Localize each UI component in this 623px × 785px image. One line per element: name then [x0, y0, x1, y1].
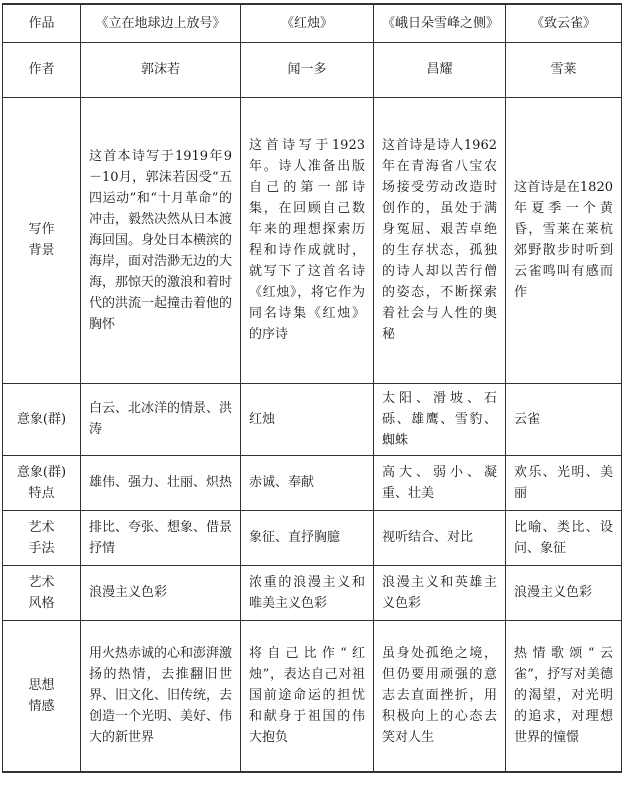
cell-poem-3: 这首诗是诗人1962年在青海省八宝农场接受劳动改造时创作的，虽处于满身冤屈、艰苦卓绝的生存状态，孤独的诗人却以苦行僧的姿态，不断探索着社会与人性的奥秘 [374, 97, 506, 383]
cell-poem-4: 雪莱 [506, 42, 622, 97]
cell-poem-1: 郭沫若 [81, 42, 241, 97]
cell-poem-3: 《峨日朵雪峰之侧》 [374, 4, 506, 42]
cell-poem-4: 云雀 [506, 383, 622, 455]
cell-poem-3: 视听结合、对比 [374, 510, 506, 565]
row-style [3, 565, 622, 620]
cell-poem-1: 用火热赤诚的心和澎湃激扬的热情，去推翻旧世界、旧文化、旧传统，去创造一个光明、美好、伟大的新世界 [81, 620, 241, 772]
cell-poem-1: 排比、夸张、想象、借景抒情 [81, 510, 241, 565]
row-label: 作者 [3, 42, 81, 97]
cell-poem-2: 《红烛》 [241, 4, 374, 42]
cell-poem-1: 浪漫主义色彩 [81, 565, 241, 620]
cell-poem-3: 浪漫主义和英雄主义色彩 [374, 565, 506, 620]
cell-poem-1: 雄伟、强力、壮丽、炽热 [81, 455, 241, 510]
cell-poem-2: 浓重的浪漫主义和唯美主义色彩 [241, 565, 374, 620]
cell-poem-4: 欢乐、光明、美丽 [506, 455, 622, 510]
row-label-text: 思想情感 [28, 677, 55, 714]
cell-poem-1: 白云、北冰洋的情景、洪涛 [81, 383, 241, 455]
row-work-title [3, 4, 622, 42]
cell-poem-1: 《立在地球边上放号》 [81, 4, 241, 42]
cell-poem-3: 高大、弱小、凝重、壮美 [374, 455, 506, 510]
cell-poem-2: 这首诗写于1923年。诗人准备出版自己的第一部诗集，在回顾自己数年来的理想探索历程和诗作成就时，就写下了这首名诗《红烛》，将它作为同名诗集《红烛》的序诗 [241, 97, 374, 383]
row-author [3, 42, 622, 97]
cell-poem-2: 象征、直抒胸臆 [241, 510, 374, 565]
poem-comparison-table [2, 3, 622, 773]
row-imagery-features [3, 455, 622, 510]
cell-poem-4: 热情歌颂“云雀”，抒写对美德的渴望，对光明的追求，对理想世界的憧憬 [506, 620, 622, 772]
cell-poem-4: 浪漫主义色彩 [506, 565, 622, 620]
row-label-text: 艺术风格 [28, 574, 55, 611]
row-label [3, 510, 81, 565]
cell-poem-4: 比喻、类比、设问、象征 [506, 510, 622, 565]
row-label: 意象(群) [3, 383, 81, 455]
row-label [3, 97, 81, 383]
cell-poem-1: 这首本诗写于1919年9－10月，郭沫若因受“五四运动”和“十月革命”的冲击，毅然决然从日本渡海回国。身处日本横滨的海岸，面对浩渺无边的大海，那惊天的激浪和着时代的洪流一起撞击着他的胸怀 [81, 97, 241, 383]
cell-poem-3: 昌耀 [374, 42, 506, 97]
cell-poem-4: 《致云雀》 [506, 4, 622, 42]
row-label-text: 意象(群)特点 [16, 464, 67, 501]
row-techniques [3, 510, 622, 565]
row-label [3, 455, 81, 510]
row-label: 作品 [3, 4, 81, 42]
cell-poem-2: 红烛 [241, 383, 374, 455]
row-label [3, 620, 81, 772]
row-label-text: 艺术手法 [28, 519, 55, 556]
cell-poem-3: 虽身处孤绝之境，但仍要用顽强的意志去直面挫折，用积极向上的心态去笑对人生 [374, 620, 506, 772]
row-thoughts-feelings [3, 620, 622, 772]
cell-poem-3: 太阳、滑坡、石砾、雄鹰、雪豹、蜘蛛 [374, 383, 506, 455]
row-label-text: 写作背景 [28, 222, 55, 258]
cell-poem-2: 赤诚、奉献 [241, 455, 374, 510]
row-background [3, 97, 622, 383]
row-label [3, 565, 81, 620]
cell-poem-2: 将自己比作“红烛”，表达自己对祖国前途命运的担忧和献身于祖国的伟大抱负 [241, 620, 374, 772]
cell-poem-2: 闻一多 [241, 42, 374, 97]
row-imagery [3, 383, 622, 455]
cell-poem-4: 这首诗是在1820年夏季一个黄昏，雪莱在莱杭郊野散步时听到云雀鸣叫有感而作 [506, 97, 622, 383]
